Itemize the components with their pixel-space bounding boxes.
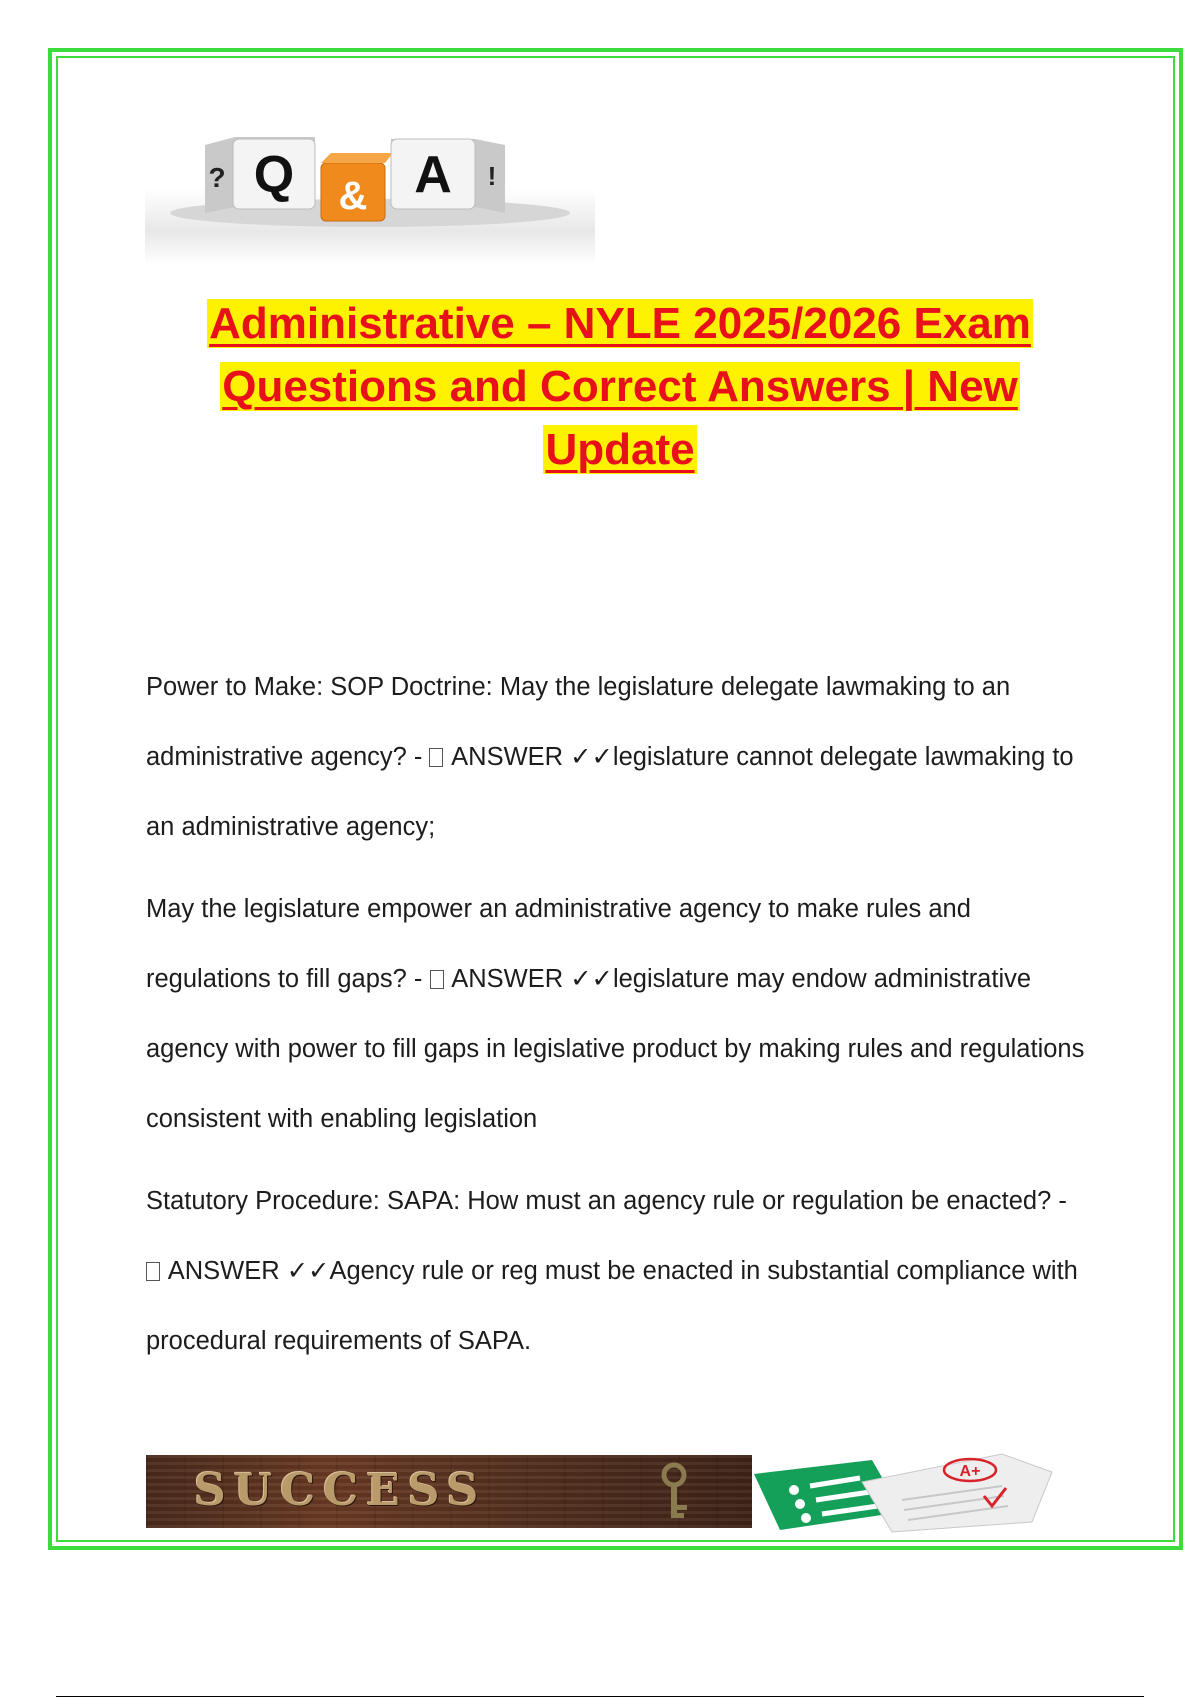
qa-item-1	[146, 652, 1086, 862]
a-die-letter: A	[414, 146, 452, 204]
answer-text: Agency rule or reg must be enacted in substantial compliance with procedural requirements of SAPA.	[146, 1257, 1078, 1355]
qa-item-2	[146, 874, 1086, 1154]
answer-text: legislature may endow administrative agency with power to fill gaps in legislative product by making rules and regulations consistent with enabling legislation	[146, 965, 1085, 1133]
success-banner-text: SUCCESS	[194, 1465, 487, 1516]
answer-label: ANSWER ✓✓	[451, 743, 613, 771]
question-text: Statutory Procedure: SAPA: How must an agency rule or regulation be enacted? -	[146, 1187, 1067, 1215]
footer-rule	[56, 1696, 1144, 1697]
qa-content	[146, 652, 1086, 1388]
missing-glyph-icon	[429, 748, 443, 767]
graded-checklist-icon	[752, 1452, 1072, 1534]
ampersand-die-symbol: &	[338, 174, 368, 218]
grade-text: A+	[959, 1463, 981, 1480]
document-title	[140, 292, 1100, 481]
answer-text: legislature cannot delegate lawmaking to an administrative agency;	[146, 743, 1074, 841]
title-line-3: Update	[545, 425, 695, 474]
question-text: May the legislature empower an administrative agency to make rules and regulations to fill gaps? -	[146, 895, 971, 993]
missing-glyph-icon	[146, 1262, 160, 1281]
a-die	[391, 139, 505, 213]
key-icon	[652, 1461, 712, 1523]
title-line-2: Questions and Correct Answers | New	[222, 362, 1018, 411]
answer-label: ANSWER ✓✓	[167, 1257, 330, 1285]
q-die-side-mark: ?	[208, 162, 226, 193]
answer-label: ANSWER ✓✓	[451, 965, 613, 993]
question-text: Power to Make: SOP Doctrine: May the legislature delegate lawmaking to an administrative agency? -	[146, 673, 1011, 771]
title-line-1: Administrative – NYLE 2025/2026 Exam	[209, 299, 1031, 348]
qa-dice-logo	[145, 95, 595, 265]
success-banner-image	[146, 1455, 752, 1528]
a-die-side-mark: !	[487, 161, 497, 191]
q-die-letter: Q	[253, 146, 295, 204]
qa-item-3	[146, 1166, 1086, 1376]
ampersand-die	[321, 153, 393, 221]
q-die	[205, 137, 315, 213]
missing-glyph-icon	[430, 970, 444, 989]
